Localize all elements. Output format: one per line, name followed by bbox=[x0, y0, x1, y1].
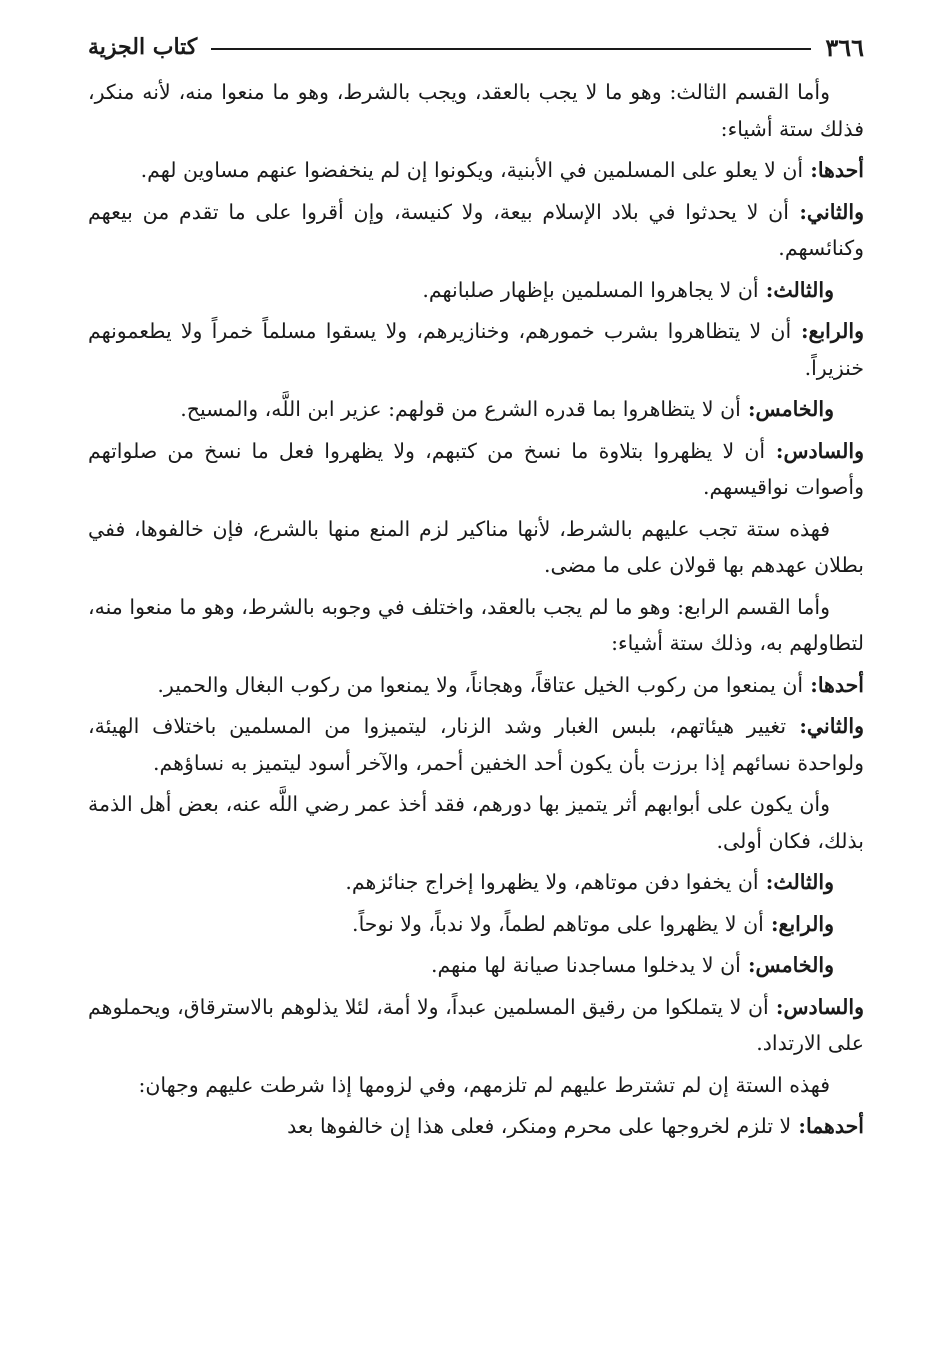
paragraph bbox=[88, 947, 864, 984]
paragraph-lead: والسادس: bbox=[765, 438, 864, 463]
paragraph-text: أن لا يدخلوا مساجدنا صيانة لها منهم. bbox=[430, 953, 741, 977]
paragraph bbox=[88, 194, 864, 267]
paragraph bbox=[88, 152, 864, 189]
paragraph bbox=[88, 864, 864, 901]
paragraph-text: أن لا يظهروا على موتاهم لطماً، ولا ندباً، ولا نوحاً. bbox=[352, 911, 764, 936]
page-number: ٣٦٦ bbox=[825, 32, 864, 62]
paragraph bbox=[88, 313, 864, 386]
paragraph-lead: أحدها: bbox=[803, 158, 864, 182]
paragraph-lead: والثاني: bbox=[788, 199, 864, 224]
paragraph-text: أن لا يتظاهروا بما قدره الشرع من قولهم: عزير ابن اللَّه، والمسيح. bbox=[180, 397, 741, 421]
paragraph-text: أن لا يحدثوا في بلاد الإسلام بيعة، ولا كنيسة، وإن أقروا على ما تقدم من بيعهم وكنائسهم. bbox=[88, 199, 864, 260]
paragraph-text: أن لا يجاهروا المسلمين بإظهار صلبانهم. bbox=[422, 277, 759, 302]
paragraph-text: وأما القسم الرابع: وهو ما لم يجب بالعقد، واختلف في وجوبه بالشرط، وهو ما منعوا منه، لتطاولهم به، وذلك ستة أشياء: bbox=[88, 594, 864, 655]
paragraph-lead: والثاني: bbox=[786, 714, 864, 738]
paragraph-text: أن لا يعلو على المسلمين في الأبنية، ويكونوا إن لم ينخفضوا عنهم مساوين لهم. bbox=[140, 158, 804, 182]
paragraph-text: لا تلزم لخروجها على محرم ومنكر، فعلى هذا إن خالفوها بعد bbox=[287, 1114, 792, 1138]
paragraph bbox=[88, 433, 864, 506]
paragraph-lead: والرابع: bbox=[791, 319, 865, 343]
paragraph-lead: والخامس: bbox=[740, 953, 834, 977]
paragraph-lead: والثالث: bbox=[758, 277, 834, 302]
paragraph-text: تغيير هيئاتهم، بلبس الغبار وشد الزنار، ليتميزوا من المسلمين باختلاف الهيئة، ولواحدة نسائهم إذا برزت بأن يكون أحد الخفين أحمر، والآخر أسود ليتميز به نساؤهم. bbox=[88, 714, 864, 775]
paragraph bbox=[88, 906, 864, 943]
paragraph-text: فهذه الستة إن لم تشترط عليهم لم تلزمهم، وفي لزومها إذا شرطت عليهم وجهان: bbox=[138, 1072, 830, 1097]
header-rule bbox=[211, 48, 811, 50]
paragraph bbox=[88, 511, 864, 584]
paragraph-lead: أحدهما: bbox=[791, 1114, 864, 1138]
paragraph bbox=[88, 708, 864, 781]
paragraph-text: أن يخفوا دفن موتاهم، ولا يظهروا إخراج جنائزهم. bbox=[345, 870, 759, 894]
paragraph-text: أن لا يظهروا بتلاوة ما نسخ من كتبهم، ولا يظهروا فعل ما نسخ من صلواتهم وأصوات نواقيسهم. bbox=[88, 438, 864, 499]
paragraph-lead: والثالث: bbox=[758, 870, 834, 894]
paragraph bbox=[88, 589, 864, 662]
paragraph-lead: والخامس: bbox=[740, 397, 834, 421]
paragraph bbox=[88, 391, 864, 428]
paragraph bbox=[88, 272, 864, 309]
book-title: كتاب الجزية bbox=[88, 34, 198, 60]
body-text bbox=[88, 74, 864, 1145]
paragraph-text: أن لا يتظاهروا بشرب خمورهم، وخنازيرهم، ولا يسقوا مسلماً خمراً ولا يطعمونهم خنزيراً. bbox=[88, 319, 864, 380]
paragraph-lead: أحدها: bbox=[803, 672, 864, 697]
paragraph-text: فهذه ستة تجب عليهم بالشرط، لأنها مناكير لزم المنع منها بالشرع، فإن خالفوها، ففي بطلان عهدهم بها قولان على ما مضى. bbox=[88, 516, 864, 577]
paragraph-lead: والرابع: bbox=[763, 911, 834, 936]
paragraph-text: وأما القسم الثالث: وهو ما لا يجب بالعقد، ويجب بالشرط، وهو ما منعوا منه، لأنه منكر، فذلك ستة أشياء: bbox=[88, 80, 864, 141]
paragraph-text: أن لا يتملكوا من رقيق المسلمين عبداً، ولا أمة، لئلا يذلوهم بالاسترقاق، ويحملوهم على الارتداد. bbox=[88, 994, 864, 1055]
paragraph bbox=[88, 74, 864, 147]
running-head bbox=[88, 30, 864, 64]
paragraph bbox=[88, 667, 864, 704]
paragraph bbox=[88, 989, 864, 1062]
paragraph-text: أن يمنعوا من ركوب الخيل عتاقاً، وهجاناً، ولا يمنعوا من ركوب البغال والحمير. bbox=[157, 672, 804, 697]
paragraph bbox=[88, 1067, 864, 1104]
paragraph bbox=[88, 1108, 864, 1145]
paragraph-text: وأن يكون على أبوابهم أثر يتميز بها دورهم، فقد أخذ عمر رضي اللَّه عنه، بعض أهل الذمة بذلك، فكان أولى. bbox=[88, 792, 864, 853]
paragraph bbox=[88, 786, 864, 859]
paragraph-lead: والسادس: bbox=[768, 994, 865, 1019]
